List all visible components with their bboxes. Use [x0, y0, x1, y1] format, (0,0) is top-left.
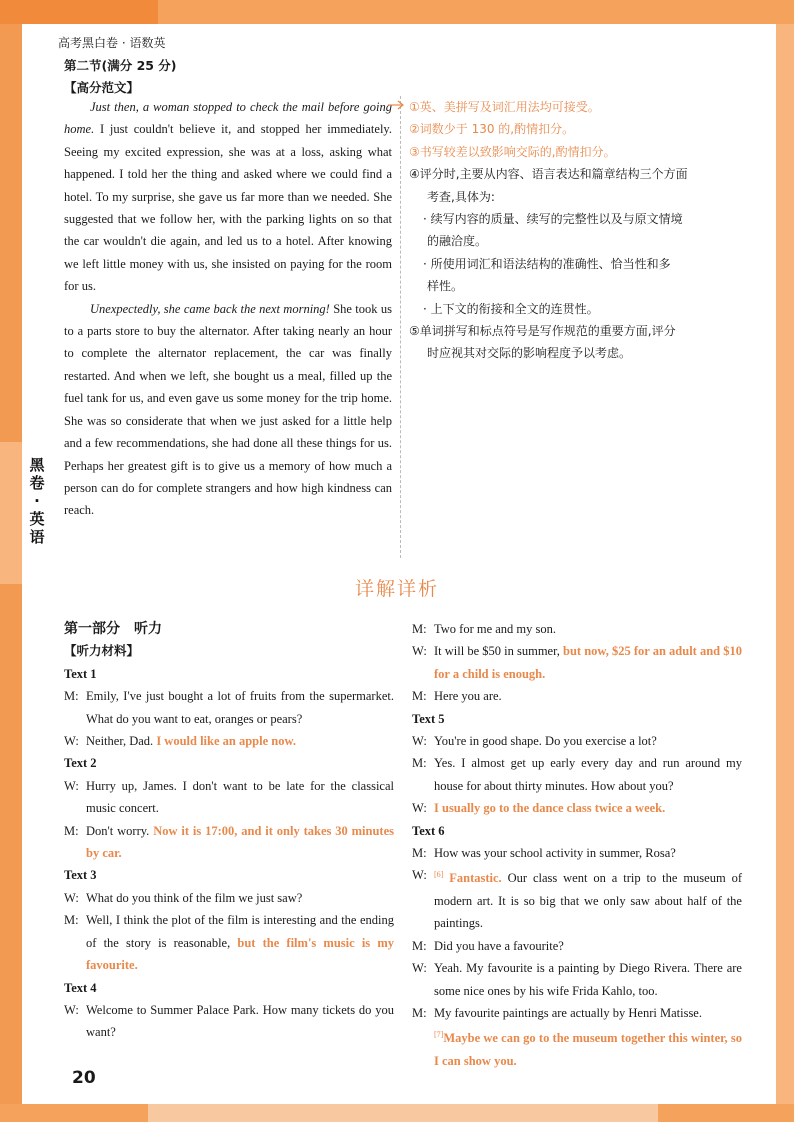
side-char: 语 [29, 528, 45, 546]
dialogue-line [64, 775, 394, 820]
utterance: You're in good shape. Do you exercise a lot? [434, 734, 657, 749]
note-2: ②词数少于 130 的,酌情扣分。 [409, 122, 575, 137]
key-answer: but the film's music is my favourite. [86, 935, 394, 973]
dialogue-line [412, 797, 742, 819]
paragraph-lead-sentence: Just then, a woman stopped to check the mail before going home. [64, 100, 392, 137]
speaker-label: W: [412, 801, 427, 816]
listening-column-right [412, 618, 742, 1072]
dialogue-line [412, 640, 742, 685]
text-title: Text 1 [64, 666, 97, 681]
utterance [86, 730, 394, 752]
side-label [28, 456, 46, 546]
dialogue-line [64, 685, 394, 730]
dialogue-line [64, 730, 394, 752]
dialogue-line [64, 820, 394, 865]
note-4: ④评分时,主要从内容、语言表达和篇章结构三个方面 [409, 167, 688, 182]
utterance-text: Well, I think the plot of the film is interesting and the ending of the story is reasonable, [86, 913, 394, 950]
note-5-cont: 时应视其对交际的影响程度予以考虑。 [427, 346, 632, 361]
materials-label: 【听力材料】 [64, 643, 140, 659]
question-marker: [7] [434, 1030, 444, 1040]
speaker-label: W: [412, 734, 427, 749]
essay-paragraph-1 [64, 96, 392, 298]
side-char: 黑 [29, 456, 45, 474]
dialogue-line [64, 999, 394, 1044]
bottom-bar-light-segment [148, 1104, 658, 1122]
speaker-label: W: [64, 890, 79, 905]
speaker-label: W: [412, 868, 427, 883]
dialogue-line [64, 909, 394, 976]
note-3: ③书写较差以致影响交际的,酌情扣分。 [409, 144, 616, 159]
page-number: 20 [72, 1068, 96, 1088]
left-bar-segment [0, 584, 22, 1122]
dialogue-line [412, 618, 742, 640]
column-divider [400, 96, 401, 558]
top-bar-notch [0, 0, 158, 24]
speaker-label: M: [412, 689, 427, 704]
speaker-label: W: [412, 961, 427, 976]
paragraph-body: I just couldn't believe it, and stopped her immediately. Seeing my excited expression, she was at a loss, asking what happened. I told her the thing and asked where we could find a hotel. To my surprise, she gave us far more than we needed. She suggested that we follow her, with the parking lights on so that the car wouldn't die again, and led us to a hotel. After knowing we left little money with us, she insisted on paying for the room for us. [64, 122, 392, 294]
utterance [434, 640, 742, 685]
dialogue-line [64, 887, 394, 909]
text-title: Text 4 [64, 980, 97, 995]
utterance: Hurry up, James. I don't want to be late for the classical music concert. [86, 778, 394, 816]
utterance: Here you are. [434, 689, 502, 704]
right-decorative-bar [776, 24, 794, 1104]
arrow-icon [388, 100, 406, 110]
listening-column-left [64, 618, 394, 1044]
utterance [86, 820, 394, 865]
speaker-label: W: [64, 1002, 79, 1017]
note-4-bullet-1: · 续写内容的质量、续写的完整性以及与原文情境 [423, 212, 683, 227]
bottom-decorative-bar [0, 1104, 794, 1122]
utterance: Did you have a favourite? [434, 938, 564, 953]
note-4-bullet-2: · 所使用词汇和语法结构的准确性、恰当性和多 [423, 256, 671, 271]
side-char: 英 [29, 510, 45, 528]
utterance [434, 1002, 742, 1072]
utterance: How was your school activity in summer, Rosa? [434, 846, 676, 861]
utterance: Two for me and my son. [434, 622, 557, 636]
explanation-title: 详解详析 [354, 578, 439, 600]
utterance [86, 909, 394, 976]
text-title: Text 6 [412, 823, 445, 838]
utterance-text: Don't worry. [86, 823, 154, 838]
model-essay [64, 96, 392, 522]
key-answer: I usually go to the dance class twice a week. [434, 801, 666, 816]
note-5: ⑤单词拼写和标点符号是写作规范的重要方面,评分 [409, 324, 676, 339]
top-decorative-bar [0, 0, 794, 24]
key-answer: Fantastic. [449, 871, 502, 886]
essay-paragraph-2 [64, 298, 392, 522]
left-decorative-bar [0, 24, 22, 1122]
speaker-label: M: [412, 622, 427, 636]
speaker-label: W: [64, 778, 79, 793]
utterance: Yes. I almost get up early every day and run around my house for about thirty minutes. How about you? [434, 756, 742, 793]
key-answer: but now, $25 for an adult and $10 for a child is enough. [434, 644, 742, 681]
utterance: Welcome to Summer Palace Park. How many tickets do you want? [86, 1002, 394, 1040]
paragraph-lead-sentence: Unexpectedly, she came back the next morning! [90, 301, 330, 316]
key-answer: Now it is 17:00, and it only takes 30 minutes by car. [86, 823, 395, 861]
utterance-text: My favourite paintings are actually by Henri Matisse. [434, 1006, 702, 1021]
speaker-label: M: [412, 756, 427, 771]
speaker-label: M: [412, 846, 427, 861]
utterance-text: It will be $50 in summer, [434, 644, 563, 659]
utterance: Emily, I've just bought a lot of fruits from the supermarket. What do you want to eat, oranges or pears? [86, 689, 394, 726]
note-4-bullet-3: · 上下文的衔接和全文的连贯性。 [423, 301, 599, 316]
text-title: Text 5 [412, 711, 445, 726]
text-title: Text 3 [64, 868, 97, 883]
utterance: What do you think of the film we just saw? [86, 890, 303, 905]
utterance-text: Our class went on a trip to the museum of modern art. It is so big that we only saw about half of the paintings. [434, 871, 742, 931]
dialogue-line [412, 957, 742, 1002]
text-title: Text 2 [64, 756, 97, 771]
utterance: Yeah. My favourite is a painting by Diego Rivera. There are some nice ones by his wife Frida Kahlo, too. [434, 961, 742, 998]
part-title: 第一部分 听力 [64, 621, 162, 637]
left-bar-segment [0, 24, 22, 442]
section-title: 第二节(满分 25 分) [64, 58, 177, 73]
dialogue-line [412, 864, 742, 934]
dialogue-line [412, 730, 742, 752]
dialogue-line [412, 752, 742, 797]
note-1: ①英、美拼写及词汇用法均可接受。 [409, 100, 600, 114]
side-char: · [34, 492, 40, 510]
speaker-label: M: [412, 1006, 427, 1021]
note-4-cont: 考查,具体为: [427, 189, 495, 204]
speaker-label: M: [412, 938, 427, 953]
question-marker: [6] [434, 870, 444, 880]
key-answer: Maybe we can go to the museum together this winter, so I can show you. [434, 1031, 742, 1069]
essay-label: 【高分范文】 [64, 80, 140, 95]
dialogue-line [412, 685, 742, 707]
running-header: 高考黑白卷 · 语数英 [58, 36, 166, 50]
key-answer: I would like an apple now. [156, 734, 296, 749]
utterance-text: Neither, Dad. [86, 734, 157, 749]
speaker-label: W: [64, 734, 79, 749]
dialogue-line [412, 935, 742, 957]
note-4-bullet-2-cont: 样性。 [427, 279, 464, 294]
speaker-label: M: [64, 689, 79, 704]
grading-notes [409, 96, 739, 365]
speaker-label: M: [64, 823, 79, 838]
paragraph-body: She took us to a parts store to buy the alternator. After taking nearly an hour to complete the alternator replacement, the car was finally restarted. And when we left, she bought us a meal, filled up the fuel tank for us, and even gave us some money for the trip home. She was so considerate that when we just asked for a little help and a few recommendations, she had done all these things for us. Perhaps her greatest gift is to give us a memory of how much a person can do for complete strangers and how high kindness can reach. [64, 301, 392, 518]
note-4-bullet-1-cont: 的融洽度。 [427, 234, 488, 249]
dialogue-line [412, 842, 742, 864]
speaker-label: M: [64, 913, 79, 928]
dialogue-line [412, 1002, 742, 1072]
speaker-label: W: [412, 644, 427, 659]
utterance [434, 864, 742, 934]
side-char: 卷 [29, 474, 45, 492]
